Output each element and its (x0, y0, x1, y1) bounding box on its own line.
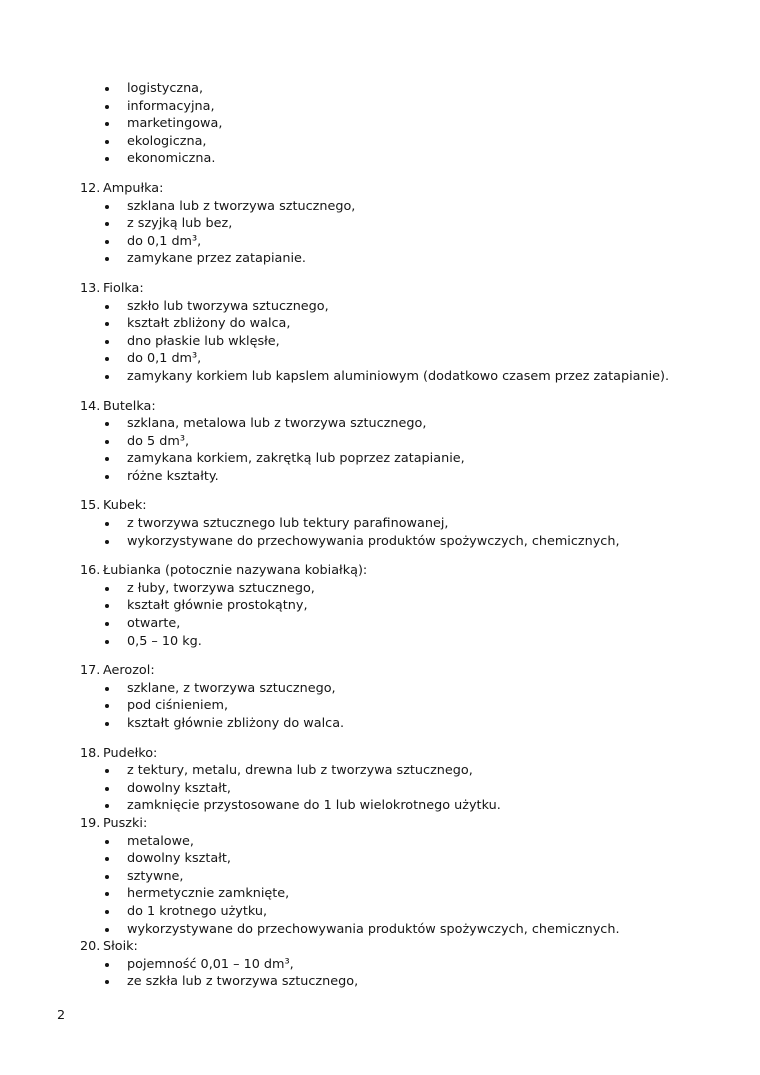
bullet-item: do 0,1 dm³, (80, 233, 725, 251)
bullet-item: sztywne, (80, 868, 725, 886)
bullet-list (80, 580, 725, 650)
bullet-item: zamykany korkiem lub kapslem aluminiowym (dodatkowo czasem przez zatapianie). (80, 368, 725, 386)
bullet-item: szklana lub z tworzywa sztucznego, (80, 198, 725, 216)
section-sloik (80, 938, 725, 991)
section-number: 18. (80, 745, 101, 761)
bullet-item: wykorzystywane do przechowywania produktów spożywczych, chemicznych, (80, 533, 725, 551)
section-number: 12. (80, 180, 101, 196)
bullet-item: pojemność 0,01 – 10 dm³, (80, 956, 725, 974)
bullet-list (80, 762, 725, 815)
section-heading (80, 562, 725, 580)
section-title: Butelka: (103, 398, 156, 414)
bullet-item: informacyjna, (80, 98, 725, 116)
section-title: Aerozol: (103, 663, 155, 679)
bullet-item: kształt głównie zbliżony do walca. (80, 715, 725, 733)
section-aerozol (80, 662, 725, 732)
bullet-list (80, 298, 725, 386)
bullet-item: do 0,1 dm³, (80, 350, 725, 368)
bullet-item: wykorzystywane do przechowywania produktów spożywczych, chemicznych. (80, 921, 725, 939)
section-number: 16. (80, 563, 101, 579)
bullet-item: różne kształty. (80, 468, 725, 486)
section-title: Łubianka (potocznie nazywana kobiałką): (103, 563, 368, 579)
section-butelka (80, 398, 725, 486)
bullet-item: kształt zbliżony do walca, (80, 315, 725, 333)
bullet-item: dno płaskie lub wklęsłe, (80, 333, 725, 351)
bullet-list (80, 680, 725, 733)
bullet-item: logistyczna, (80, 80, 725, 98)
section-title: Fiolka: (103, 280, 144, 296)
section-number: 14. (80, 398, 101, 414)
section-heading (80, 280, 725, 298)
bullet-item: pod ciśnieniem, (80, 697, 725, 715)
section-ampulka (80, 180, 725, 268)
bullet-item: kształt głównie prostokątny, (80, 597, 725, 615)
page-number: 2 (57, 1008, 66, 1023)
bullet-item: marketingowa, (80, 115, 725, 133)
bullet-item: z szyjką lub bez, (80, 215, 725, 233)
bullet-item: ze szkła lub z tworzywa sztucznego, (80, 973, 725, 991)
section-kubek (80, 497, 725, 550)
bullet-item: 0,5 – 10 kg. (80, 633, 725, 651)
bullet-item: ekologiczna, (80, 133, 725, 151)
bullet-item: zamykane przez zatapianie. (80, 250, 725, 268)
bullet-item: dowolny kształt, (80, 850, 725, 868)
bullet-list (80, 833, 725, 939)
bullet-item: otwarte, (80, 615, 725, 633)
section-heading (80, 497, 725, 515)
section-number: 17. (80, 663, 101, 679)
bullet-item: dowolny kształt, (80, 780, 725, 798)
section-number: 13. (80, 280, 101, 296)
section-lubianka (80, 562, 725, 650)
section-fiolka (80, 280, 725, 386)
bullet-item: z tektury, metalu, drewna lub z tworzywa sztucznego, (80, 762, 725, 780)
bullet-item: hermetycznie zamknięte, (80, 885, 725, 903)
section-title: Kubek: (103, 498, 147, 514)
bullet-list (80, 198, 725, 268)
bullet-item: z tworzywa sztucznego lub tektury parafinowanej, (80, 515, 725, 533)
section-number: 19. (80, 815, 101, 831)
bullet-list (80, 515, 725, 550)
bullet-item: metalowe, (80, 833, 725, 851)
section-title: Puszki: (103, 815, 148, 831)
section-number: 20. (80, 939, 101, 955)
bullet-item: zamknięcie przystosowane do 1 lub wielokrotnego użytku. (80, 797, 725, 815)
section-title: Pudełko: (103, 745, 158, 761)
bullet-item: szkło lub tworzywa sztucznego, (80, 298, 725, 316)
section-heading (80, 662, 725, 680)
intro-bullet-list (80, 80, 725, 168)
bullet-item: zamykana korkiem, zakrętką lub poprzez zatapianie, (80, 450, 725, 468)
section-heading (80, 815, 725, 833)
section-heading (80, 180, 725, 198)
section-heading (80, 745, 725, 763)
bullet-item: ekonomiczna. (80, 150, 725, 168)
bullet-item: z łuby, tworzywa sztucznego, (80, 580, 725, 598)
section-puszki (80, 815, 725, 938)
section-heading (80, 398, 725, 416)
bullet-list (80, 956, 725, 991)
bullet-item: do 1 krotnego użytku, (80, 903, 725, 921)
section-title: Słoik: (103, 939, 138, 955)
section-number: 15. (80, 498, 101, 514)
bullet-item: szklane, z tworzywa sztucznego, (80, 680, 725, 698)
bullet-list (80, 415, 725, 485)
document-page-content (80, 80, 725, 991)
bullet-item: do 5 dm³, (80, 433, 725, 451)
section-heading (80, 938, 725, 956)
bullet-item: szklana, metalowa lub z tworzywa sztucznego, (80, 415, 725, 433)
section-pudelko (80, 745, 725, 815)
section-title: Ampułka: (103, 180, 164, 196)
